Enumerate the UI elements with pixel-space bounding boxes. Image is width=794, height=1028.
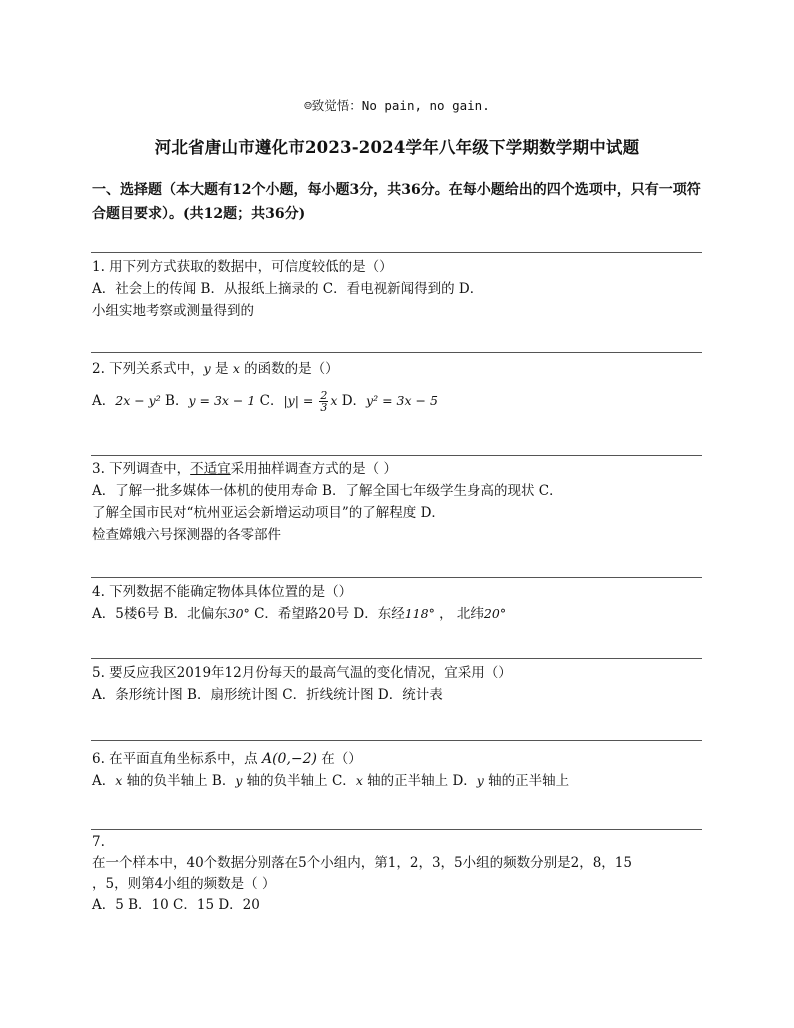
math-var: y (476, 773, 484, 788)
stem-text: 2. 下列关系式中， (92, 361, 204, 377)
math-var: x (232, 361, 240, 376)
option-d-math: y² = 3x − 5 (366, 393, 438, 408)
option-b-math: y = 3x − 1 (188, 393, 256, 408)
option-text: ， 北纬 (434, 606, 484, 622)
option-c-label: C． (255, 393, 284, 409)
question-2 (92, 358, 704, 413)
fraction-numerator: 2 (320, 389, 328, 402)
stem-text: 采用抽样调查方式的是（ ） (230, 461, 397, 477)
option-a-label: A． (92, 393, 116, 409)
point-coordinate: A(0,−2) (261, 751, 317, 767)
question-3-options-cont: 了解全国市民对“杭州亚运会新增运动项目”的了解程度 D． (92, 505, 445, 521)
fraction-denominator: 3 (320, 401, 328, 414)
option-c-math: |y| = (283, 393, 318, 408)
question-7-options: A．5 B．10 C．15 D．20 (92, 897, 260, 913)
underlined-text: 不适宜 (190, 461, 231, 477)
question-7-stem: 在一个样本中，40个数据分别落在5个小组内，第1，2，3，5小组的频数分别是2，8，15 (92, 855, 632, 871)
question-6-stem (92, 748, 704, 770)
stem-text: 是 (210, 361, 233, 377)
question-7 (92, 832, 704, 916)
question-2-stem (92, 358, 704, 380)
math-var: x (355, 773, 363, 788)
question-5-options: A．条形统计图 B．扇形统计图 C．折线统计图 D．统计表 (92, 687, 443, 703)
math-var: x (115, 773, 123, 788)
degree-value: 20° (483, 606, 507, 621)
divider (91, 352, 702, 353)
question-7-number: 7. (92, 834, 105, 850)
option-c-math: x (330, 393, 338, 408)
option-b-label: B． (160, 393, 189, 409)
option-text: A．5楼6号 B．北偏东 (92, 606, 228, 622)
question-3-options: A．了解一批多媒体一体机的使用寿命 B．了解全国七年级学生身高的现状 C． (92, 483, 563, 499)
question-3-options-cont: 检查嫦娥六号探测器的各零部件 (92, 527, 281, 543)
question-5-stem: 5. 要反应我区2019年12月份每天的最高气温的变化情况，宜采用（） (92, 665, 512, 681)
question-5 (92, 662, 704, 706)
option-a-label: A． (92, 773, 116, 789)
question-1-stem: 1. 用下列方式获取的数据中，可信度较低的是（） (92, 259, 393, 275)
question-7-stem-cont: ，5，则第4小组的频数是（ ） (92, 876, 276, 892)
question-1-options-cont: 小组实地考察或测量得到的 (92, 303, 254, 319)
option-text: 轴的负半轴上 C． (242, 773, 356, 789)
option-text: C．希望路20号 D．东经 (249, 606, 405, 622)
divider (91, 577, 702, 578)
degree-value: 118° (404, 606, 435, 621)
question-1-options: A．社会上的传闻 B．从报纸上摘录的 C．看电视新闻得到的 D． (92, 281, 484, 297)
option-text: 轴的正半轴上 D． (362, 773, 477, 789)
degree-value: 30° (227, 606, 250, 621)
question-6-options (92, 770, 704, 792)
question-2-options (92, 390, 704, 413)
fraction (319, 390, 328, 413)
page-title: 河北省唐山市遵化市2023-2024学年八年级下学期数学期中试题 (154, 138, 640, 157)
question-4-stem: 4. 下列数据不能确定物体具体位置的是（） (92, 584, 353, 600)
question-3 (92, 458, 704, 546)
stem-text: 的函数的是（） (239, 361, 339, 377)
option-d-label: D． (337, 393, 367, 409)
divider (91, 829, 702, 830)
divider (91, 455, 702, 456)
divider (91, 658, 702, 659)
motto-text: ☺致觉悟：No pain, no gain. (304, 98, 490, 113)
math-var: y (203, 361, 211, 376)
question-1 (92, 256, 704, 322)
option-text: 轴的正半轴上 (483, 773, 570, 789)
stem-text: 3. 下列调查中， (92, 461, 191, 477)
option-text: 轴的负半轴上 B． (122, 773, 236, 789)
divider (91, 740, 702, 741)
section-header: 一、选择题（本大题有12个小题，每小题3分，共36分。在每小题给出的四个选项中，只有一项符合题目要求）。(共12题；共36分) (92, 182, 701, 222)
question-6 (92, 748, 704, 792)
stem-text: 在（） (317, 751, 362, 767)
question-4 (92, 581, 704, 625)
stem-text: 6. 在平面直角坐标系中，点 (92, 751, 262, 767)
question-3-stem (92, 458, 704, 480)
math-var: y (235, 773, 243, 788)
divider (91, 252, 702, 253)
question-4-options (92, 603, 704, 625)
option-a-math: 2x − y² (115, 393, 161, 408)
